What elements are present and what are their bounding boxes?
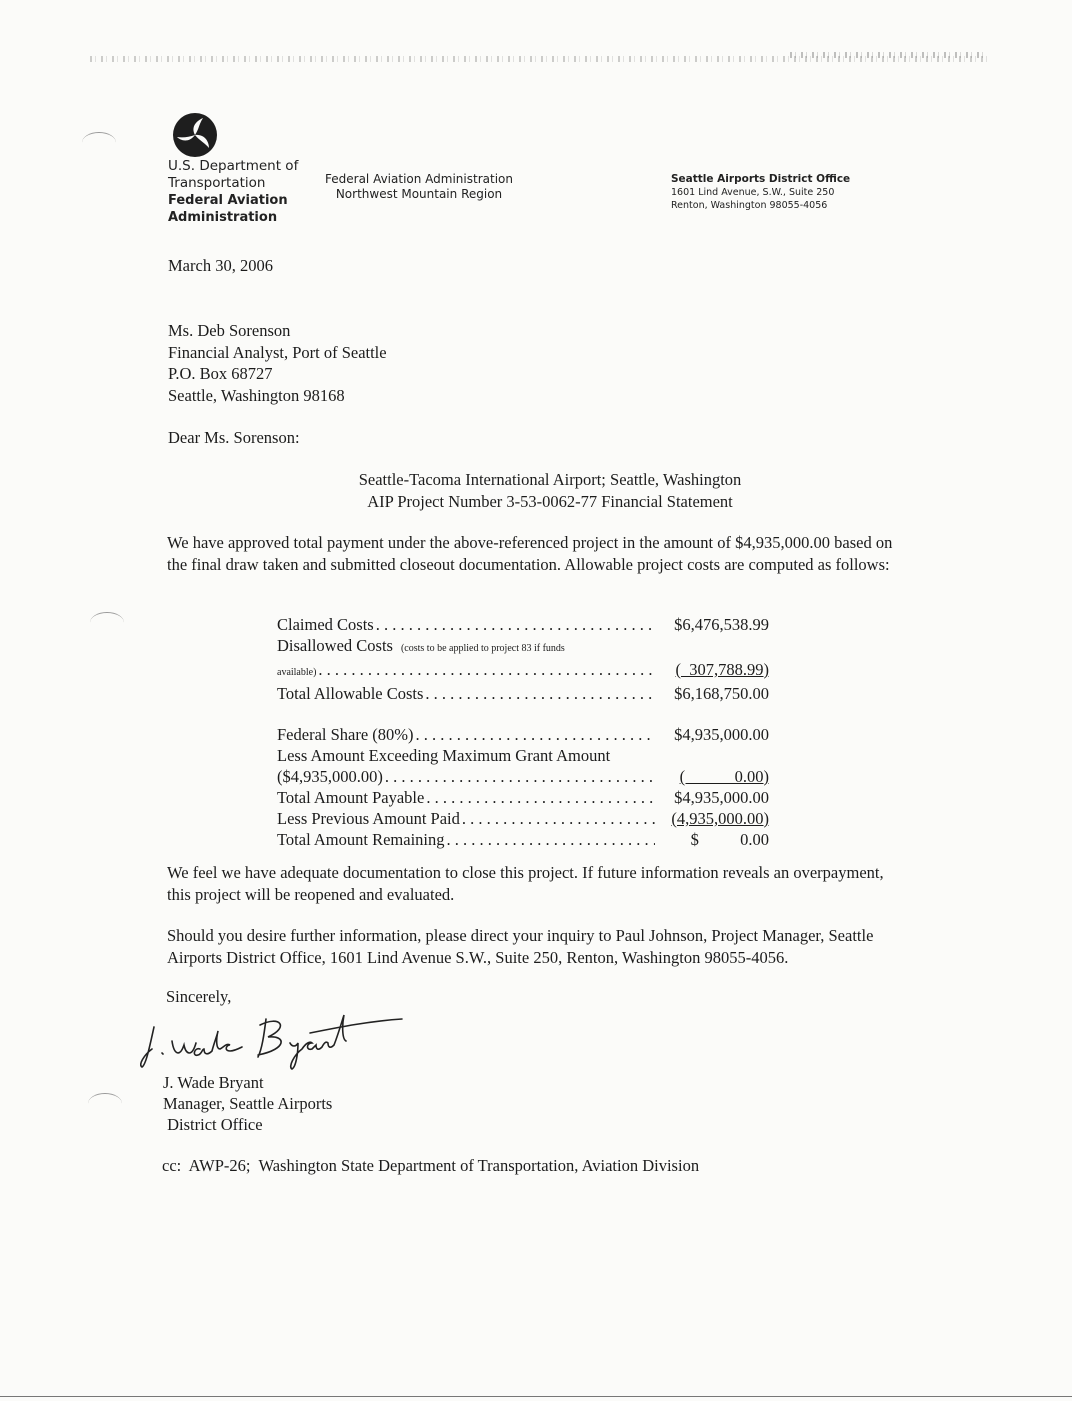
leader-dots <box>416 724 655 745</box>
subject-line: Seattle-Tacoma International Airport; Seattle, Washington <box>358 470 742 489</box>
recipient-po-box: P.O. Box 68727 <box>168 364 273 383</box>
cost-amount: $6,168,750.00 <box>674 684 769 703</box>
cost-row-less-exceeding <box>277 745 769 766</box>
subject-line: AIP Project Number 3-53-0062-77 Financial Statement <box>367 491 733 511</box>
cost-label: Total Allowable Costs <box>277 684 424 703</box>
cost-label: Federal Share (80%) <box>277 725 414 744</box>
handwritten-signature-icon <box>140 1005 410 1075</box>
cost-row-total-allowable <box>277 683 769 704</box>
cost-amount: $4,935,000.00 <box>674 725 769 744</box>
cost-row-total-remaining <box>277 829 769 850</box>
leader-dots <box>462 808 655 829</box>
cost-label: Less Amount Exceeding Maximum Grant Amount <box>277 746 611 765</box>
office-block <box>671 173 850 212</box>
leader-dots <box>425 683 655 704</box>
hole-punch-mark <box>88 1093 122 1114</box>
department-line: U.S. Department of <box>168 158 299 174</box>
hole-punch-mark <box>90 612 124 633</box>
cost-amount: $ 0.00 <box>690 830 769 849</box>
cost-amount: $4,935,000.00 <box>674 788 769 807</box>
recipient-city: Seattle, Washington 98168 <box>168 385 345 405</box>
cost-row-disallowed <box>277 635 769 659</box>
office-name: Seattle Airports District Office <box>671 173 851 185</box>
closing: Sincerely, <box>166 987 232 1006</box>
cost-row-claimed <box>277 614 769 635</box>
cost-row-disallowed-cont <box>277 659 769 683</box>
cost-label: Disallowed Costs <box>277 636 393 655</box>
subject-block <box>300 469 800 512</box>
region-line: Federal Aviation Administration <box>325 172 513 186</box>
department-line: Transportation <box>168 175 266 191</box>
leader-dots <box>447 829 656 850</box>
cost-note: (costs to be applied to project 83 if funds <box>400 643 565 654</box>
page-edge <box>0 1396 1072 1397</box>
cost-amount: $6,476,538.99 <box>674 615 769 634</box>
cost-amount: ( 0.00) <box>679 767 769 786</box>
cost-label: Less Previous Amount Paid <box>277 809 460 828</box>
cost-label: Total Amount Remaining <box>277 830 445 849</box>
salutation: Dear Ms. Sorenson: <box>168 428 300 447</box>
cost-amount: (4,935,000.00) <box>671 809 769 828</box>
letter-date: March 30, 2006 <box>168 256 273 275</box>
signer-block <box>163 1072 332 1135</box>
signer-title: Manager, Seattle Airports <box>163 1094 333 1113</box>
recipient-name: Ms. Deb Sorenson <box>168 321 291 340</box>
cost-label: ($4,935,000.00) <box>277 767 383 786</box>
body-paragraph: We have approved total payment under the above-referenced project in the amount of $4,935,000.00 based on the final draw taken and submitted closeout documentation. Allowable project costs are computed as follows: <box>167 533 893 574</box>
office-address: 1601 Lind Avenue, S.W., Suite 250 <box>671 187 835 198</box>
region-block <box>325 172 513 202</box>
cost-note: available) <box>277 667 317 678</box>
cost-row-federal-share <box>277 724 769 745</box>
cost-row-less-exceeding-cont <box>277 766 769 787</box>
office-address: Renton, Washington 98055-4056 <box>671 200 828 211</box>
cost-row-total-payable <box>277 787 769 808</box>
cost-row-less-previous <box>277 808 769 829</box>
region-line: Northwest Mountain Region <box>335 187 503 201</box>
recipient-title: Financial Analyst, Port of Seattle <box>168 342 387 362</box>
scan-artifact <box>790 52 984 58</box>
leader-dots <box>385 766 655 787</box>
agency-name: Administration <box>168 210 278 225</box>
cost-statement <box>277 614 769 850</box>
signer-name: J. Wade Bryant <box>163 1073 264 1092</box>
cost-label: Claimed Costs <box>277 615 374 634</box>
agency-name: Federal Aviation <box>168 193 288 208</box>
hole-punch-mark <box>82 132 116 153</box>
cost-amount: ( 307,788.99) <box>675 660 769 679</box>
leader-dots <box>318 659 655 680</box>
signer-title: District Office <box>163 1115 263 1134</box>
recipient-address <box>168 320 387 406</box>
dot-triskelion-icon <box>172 112 218 158</box>
body-paragraph: We feel we have adequate documentation to close this project. If future information reveals an overpayment, this project will be reopened and evaluated. <box>167 863 884 904</box>
cost-label: Total Amount Payable <box>277 788 425 807</box>
agency-block <box>168 158 298 226</box>
leader-dots <box>426 787 655 808</box>
cc-line: cc: AWP-26; Washington State Department of Transportation, Aviation Division <box>162 1156 700 1175</box>
leader-dots <box>376 614 655 635</box>
body-paragraph: Should you desire further information, please direct your inquiry to Paul Johnson, Project Manager, Seattle Airports District Office, 1601 Lind Avenue S.W., Suite 250, Renton, Washington 98055-4056. <box>167 926 874 967</box>
